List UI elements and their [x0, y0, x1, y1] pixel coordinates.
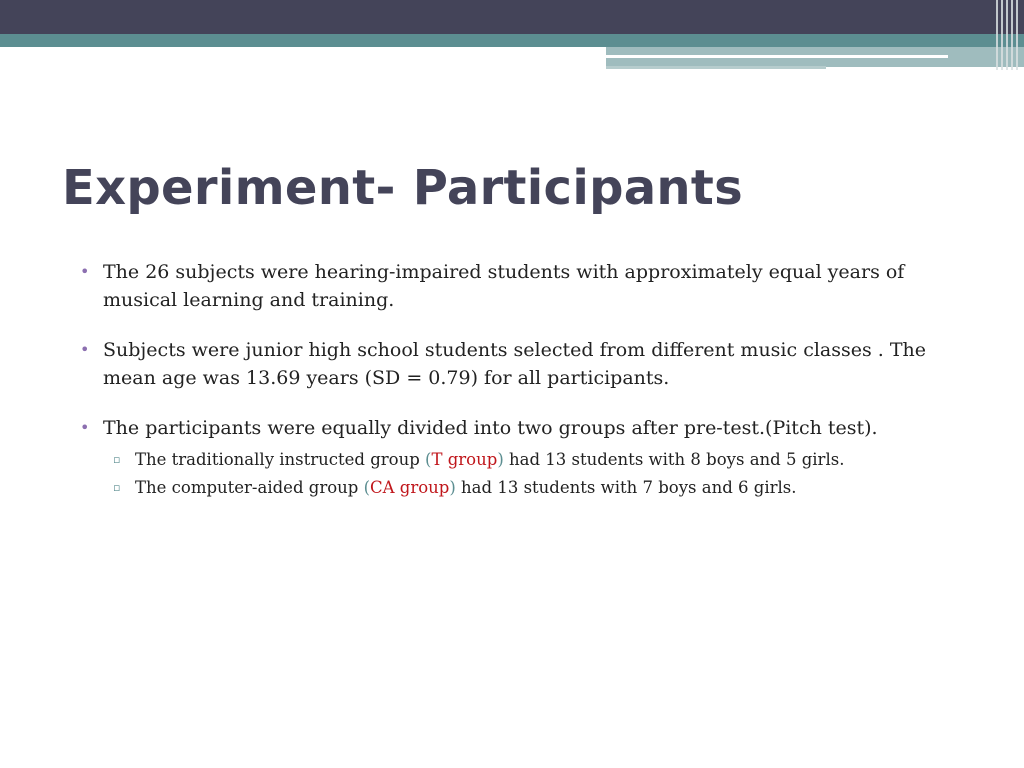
bullet-text: Subjects were junior high school students selected from different music classes . The mean age was 13.69 years (SD = 0.79) for all participants. — [103, 339, 927, 389]
bullet-item — [80, 414, 980, 502]
bullet-item — [80, 258, 980, 314]
paren-close: ) — [497, 450, 504, 469]
bullet-dot-icon: • — [80, 418, 90, 437]
group-label: CA group — [370, 478, 450, 497]
square-bullet-icon: ▫ — [113, 481, 121, 494]
paren-open: ( — [363, 478, 371, 497]
header-stripes — [994, 0, 1024, 70]
sub-bullet-text-before: The computer-aided group — [135, 478, 364, 497]
sub-bullet-item — [113, 474, 980, 502]
sub-bullet-item — [113, 446, 980, 474]
header-bar-teal — [0, 34, 1024, 47]
group-label: T group — [431, 450, 498, 469]
bullet-item — [80, 336, 980, 392]
bullet-text: The 26 subjects were hearing-impaired students with approximately equal years of musical learning and training. — [103, 261, 905, 311]
header-line-white — [606, 55, 948, 58]
paren-close: ) — [449, 478, 456, 497]
sub-bullet-text-after: had 13 students with 7 boys and 6 girls. — [455, 478, 797, 497]
sub-bullet-text-before: The traditionally instructed group — [135, 450, 426, 469]
square-bullet-icon: ▫ — [113, 453, 121, 466]
paren-open: ( — [425, 450, 432, 469]
sub-bullet-text-after: had 13 students with 8 boys and 5 girls. — [503, 450, 845, 469]
bullet-text: The participants were equally divided into two groups after pre-test.(Pitch test). — [103, 417, 878, 439]
header-line-grey — [606, 66, 826, 69]
header-bar-dark — [0, 0, 1024, 34]
slide-title: Experiment- Participants — [62, 160, 744, 216]
bullet-list — [80, 258, 980, 502]
bullet-dot-icon: • — [80, 340, 90, 359]
bullet-dot-icon: • — [80, 262, 90, 281]
sub-bullet-list — [113, 446, 980, 502]
